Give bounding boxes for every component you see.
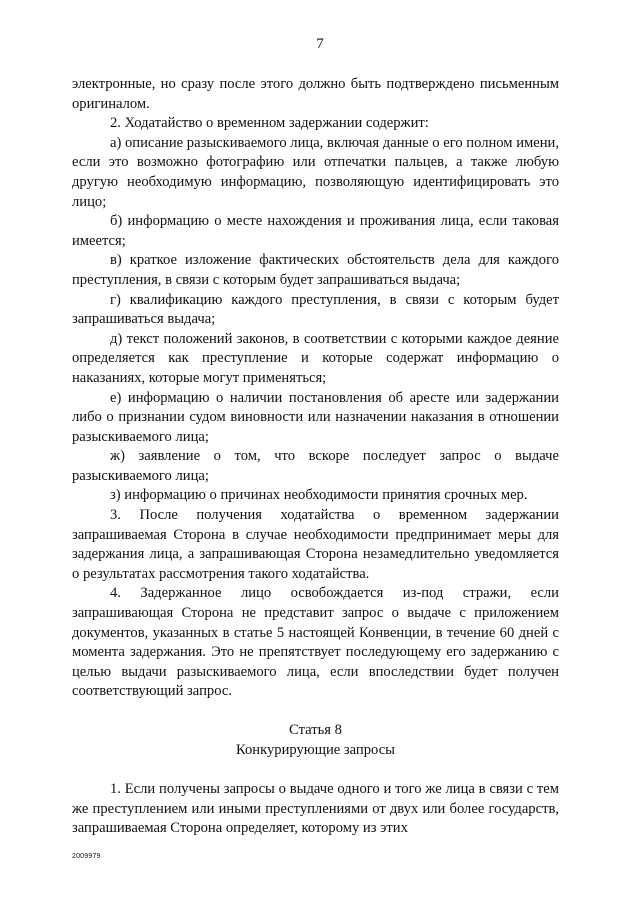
- paragraph: з) информацию о причинах необходимости принятия срочных мер.: [110, 487, 528, 504]
- paragraph: 2. Ходатайство о временном задержании содержит:: [110, 115, 429, 132]
- paragraph: ж) заявление о том, что вскоре последует запрос о выдаче разыскиваемого лица;: [72, 448, 559, 484]
- paragraph-group-top: [72, 75, 559, 702]
- article-title: Конкурирующие запросы: [236, 741, 395, 758]
- paragraph: г) квалификацию каждого преступления, в связи с которым будет запрашиваться выдача;: [72, 291, 559, 328]
- paragraph: а) описание разыскиваемого лица, включая данные о его полном имени, если это возможно фотографию или отпечатки пальцев, а также любую другую необходимую информацию, позволяющую идентифицировать это лицо;: [72, 134, 559, 210]
- paragraph-group-bottom: [72, 780, 559, 839]
- paragraph: в) краткое изложение фактических обстоятельств дела для каждого преступления, в связи с которым будет запрашиваться выдача;: [72, 252, 559, 288]
- document-code: 2009979: [72, 853, 101, 860]
- paragraph: е) информацию о наличии постановления об аресте или задержании либо о признании судом виновности или назначении наказания в отношении разыскиваемого лица;: [72, 389, 559, 445]
- article-heading: [72, 721, 559, 760]
- document-body: [72, 75, 559, 839]
- paragraph: б) информацию о месте нахождения и проживания лица, если таковая имеется;: [72, 213, 559, 249]
- paragraph: электронные, но сразу после этого должно быть подтверждено письменным оригиналом.: [72, 76, 559, 112]
- page-number: 7: [316, 36, 324, 52]
- spacer: [72, 760, 559, 780]
- paragraph: 1. Если получены запросы о выдаче одного и того же лица в связи с тем же преступлением или иными преступлениями от двух или более государств, запрашиваемая Сторона определяет, которому из этих: [72, 781, 559, 837]
- paragraph: 4. Задержанное лицо освобождается из-под стражи, если запрашивающая Сторона не представит запрос о выдаче с приложением документов, указанных в статье 5 настоящей Конвенции, в течение 60 дней с момента задержания. Это не препятствует последующему его задержанию с целью выдачи разыскиваемого лица, если впоследствии будет получен соответствующий запрос.: [72, 585, 559, 700]
- paragraph: д) текст положений законов, в соответствии с которыми каждое деяние определяется как преступление и которые содержат информацию о наказаниях, которые могут применяться;: [72, 330, 559, 386]
- paragraph: 3. После получения ходатайства о временном задержании запрашиваемая Сторона в случае необходимости предпринимает меры для задержания лица, а запрашивающая Сторона незамедлительно уведомляется о результатах рассмотрения такого ходатайства.: [72, 507, 559, 582]
- article-number: Статья 8: [289, 722, 342, 738]
